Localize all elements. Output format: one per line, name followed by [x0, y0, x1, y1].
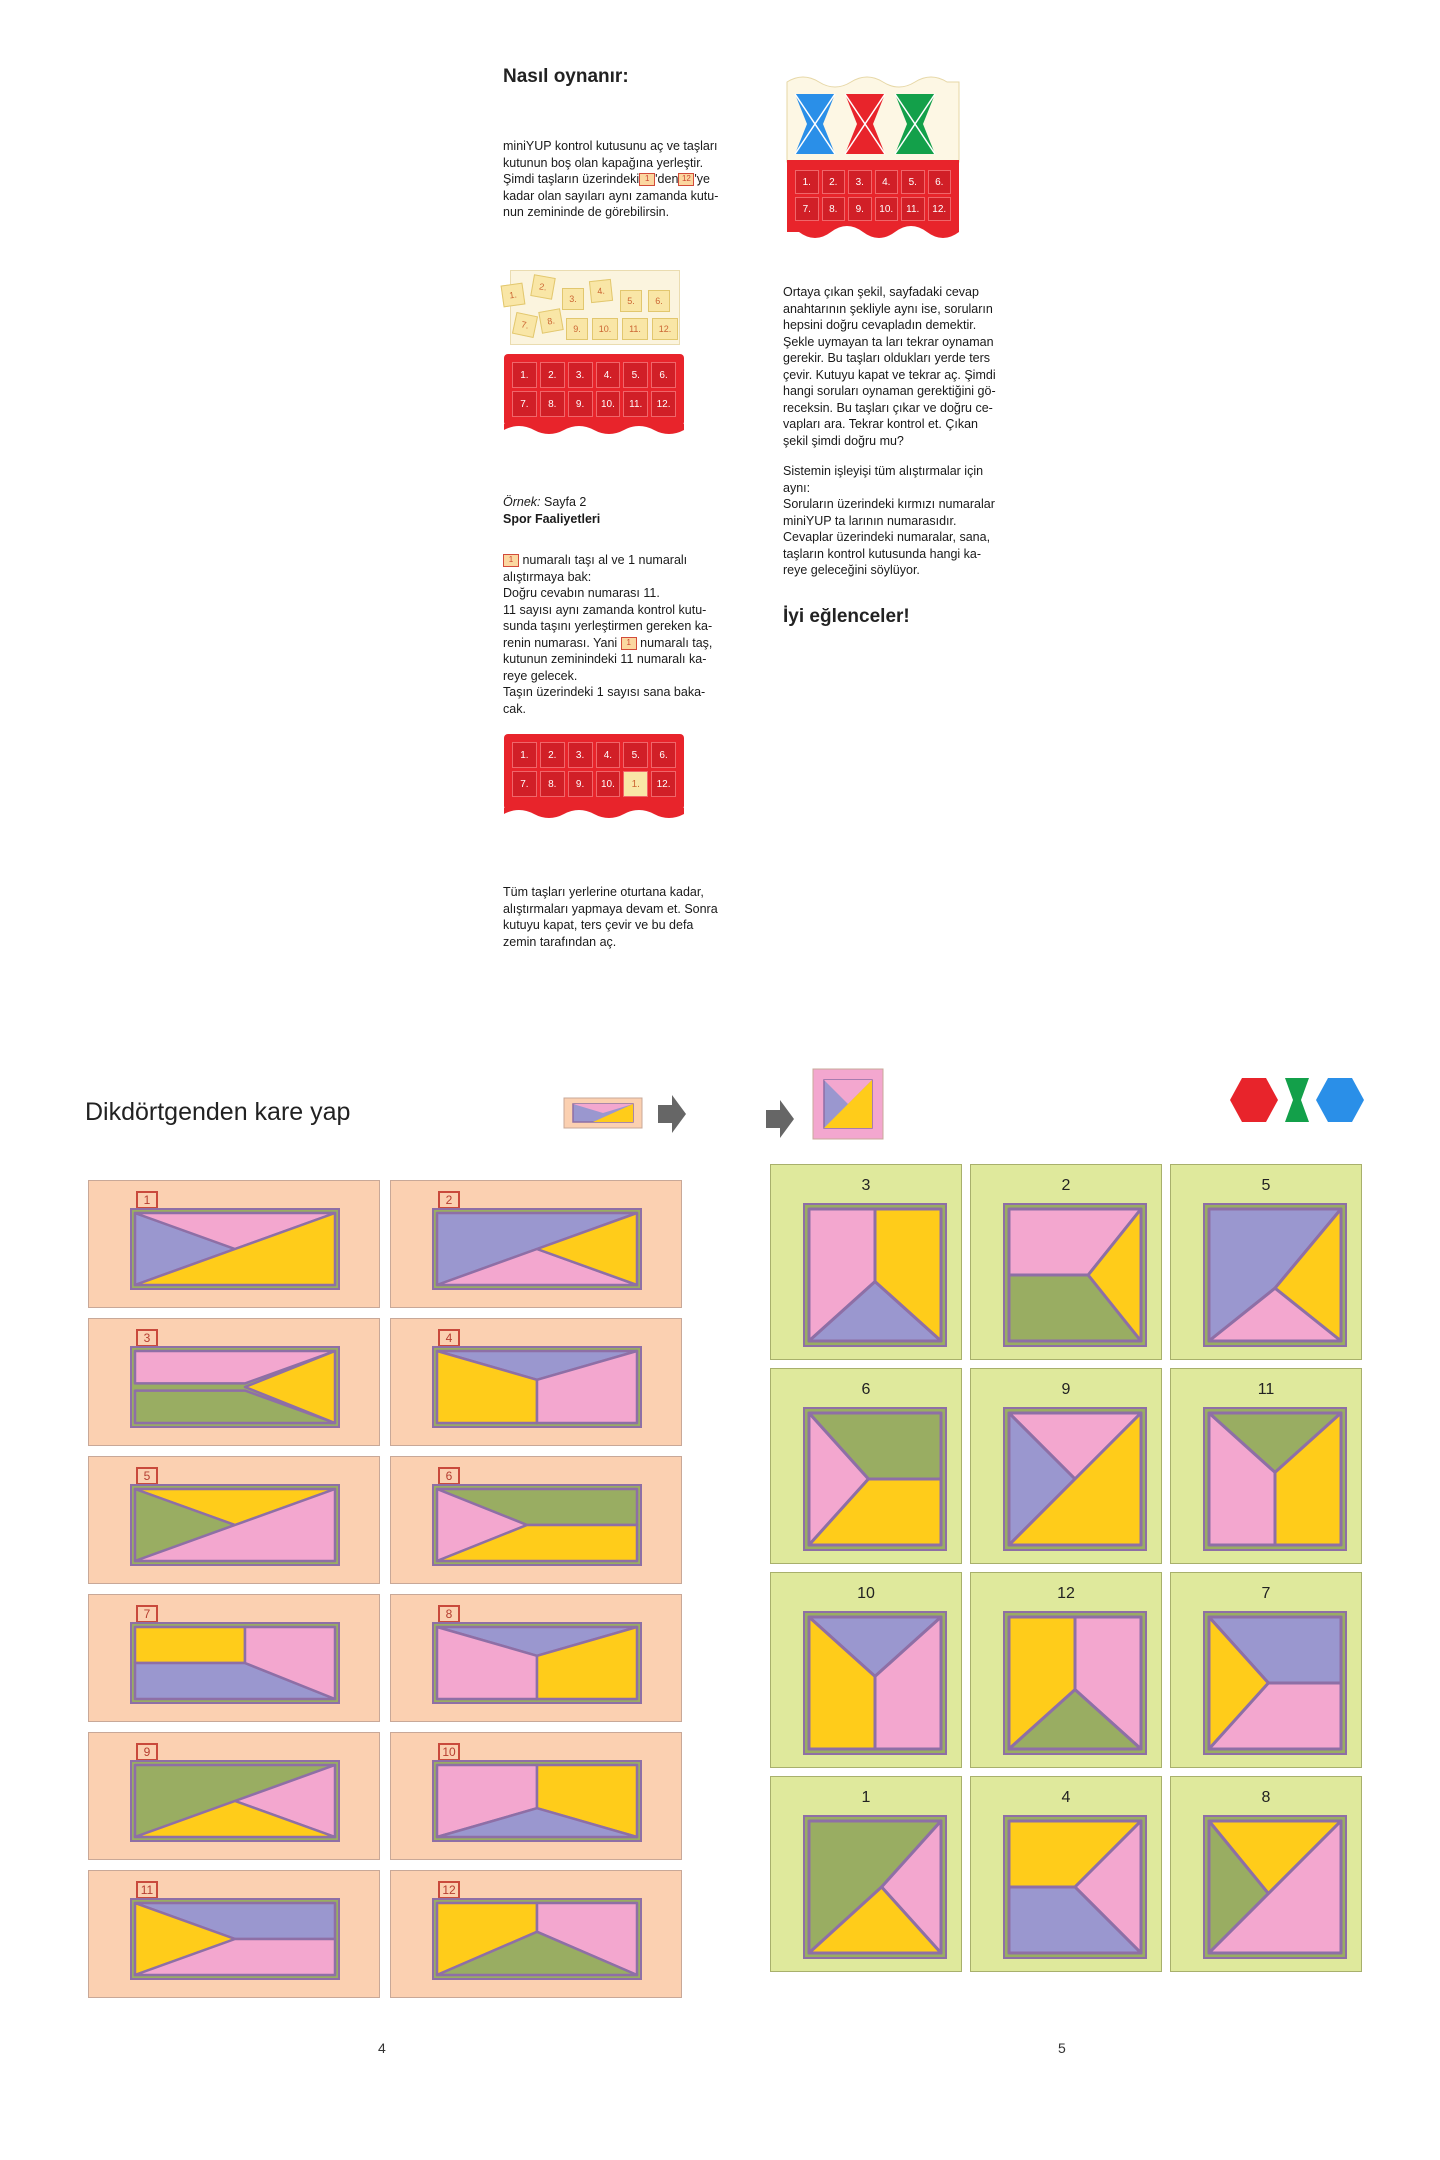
question-card-6 — [390, 1456, 682, 1584]
question-number-badge: 6 — [438, 1467, 460, 1485]
answer-card-1 — [770, 1776, 962, 1972]
answer-card-9 — [970, 1368, 1162, 1564]
question-card-12 — [390, 1870, 682, 1998]
question-number-badge: 7 — [136, 1605, 158, 1623]
closing-text: İyi eğlenceler! — [783, 606, 910, 627]
hexagon-logo-icon — [1230, 1075, 1370, 1125]
grid-cell: 6. — [651, 742, 676, 768]
grid-cell: 8. — [540, 771, 565, 797]
box-number-grid — [795, 170, 951, 221]
loose-tile: 3. — [562, 288, 584, 310]
square-puzzle-shape — [1171, 1777, 1363, 1973]
tile-number-badge: 12 — [678, 173, 694, 186]
answer-card-5 — [1170, 1164, 1362, 1360]
grid-cell: 3. — [568, 362, 593, 388]
example-heading — [503, 494, 753, 527]
rectangle-puzzle-shape — [391, 1181, 683, 1309]
answer-number: 5 — [1261, 1177, 1271, 1194]
loose-tile: 1. — [501, 283, 526, 308]
loose-tile: 9. — [566, 318, 588, 340]
question-number-badge: 12 — [438, 1881, 460, 1899]
answer-number: 6 — [861, 1381, 871, 1398]
rectangle-puzzle-shape — [89, 1733, 381, 1861]
square-puzzle-shape — [771, 1165, 963, 1361]
instructions-paragraph-3 — [503, 884, 753, 960]
rectangle-puzzle-shape — [391, 1871, 683, 1999]
grid-cell: 12. — [651, 391, 676, 417]
grid-cell: 9. — [848, 197, 872, 221]
grid-cell: 9. — [568, 391, 593, 417]
grid-cell: 1. — [795, 170, 819, 194]
rectangle-puzzle-shape — [391, 1595, 683, 1723]
answer-card-11 — [1170, 1368, 1362, 1564]
instructions-paragraph-2 — [503, 552, 753, 717]
answer-number: 1 — [861, 1789, 871, 1806]
square-puzzle-shape — [971, 1165, 1163, 1361]
loose-tile: 5. — [620, 290, 642, 312]
answer-number: 2 — [1061, 1177, 1071, 1194]
grid-cell: 7. — [795, 197, 819, 221]
question-card-1 — [88, 1180, 380, 1308]
tile-number-badge: 1 — [639, 173, 655, 186]
question-card-5 — [88, 1456, 380, 1584]
box-wave-edge — [504, 424, 684, 438]
answer-card-4 — [970, 1776, 1162, 1972]
tile-number-badge: 1 — [621, 637, 637, 650]
example-label: Örnek: — [503, 495, 541, 509]
answer-number: 9 — [1061, 1381, 1071, 1398]
square-puzzle-shape — [771, 1573, 963, 1769]
answer-number: 7 — [1261, 1585, 1271, 1602]
grid-cell: 7. — [512, 771, 537, 797]
para1-text-b: 'den — [655, 172, 679, 186]
grid-cell: 1. — [512, 362, 537, 388]
grid-cell: 2. — [540, 742, 565, 768]
square-puzzle-shape — [771, 1777, 963, 1973]
rectangle-puzzle-shape — [391, 1319, 683, 1447]
loose-tile: 4. — [589, 279, 613, 303]
example-box-illustration — [504, 734, 684, 810]
square-puzzle-shape — [1171, 1369, 1363, 1565]
answer-card-3 — [770, 1164, 962, 1360]
square-puzzle-shape — [971, 1369, 1163, 1565]
grid-cell: 5. — [623, 742, 648, 768]
grid-cell: 3. — [568, 742, 593, 768]
red-box-base — [504, 354, 684, 426]
square-puzzle-shape — [1171, 1573, 1363, 1769]
grid-cell: 7. — [512, 391, 537, 417]
hexagon-red — [1230, 1078, 1278, 1122]
question-card-2 — [390, 1180, 682, 1308]
hexagon-green — [1285, 1078, 1309, 1122]
grid-cell: 11. — [901, 197, 925, 221]
arrow-right-icon — [766, 1098, 796, 1140]
loose-tile: 12. — [652, 318, 678, 340]
answer-card-12 — [970, 1572, 1162, 1768]
para2-text-b: numaralı taş, kutunun zeminindeki 11 numaralı ka- reye gelecek. Taşın üzerindeki 1 sayısı sana baka- cak. — [503, 635, 713, 716]
page-number-right: 5 — [1058, 2040, 1066, 2056]
tile-number-badge: 1 — [503, 554, 519, 567]
question-number-badge: 2 — [438, 1191, 460, 1209]
loose-tile: 8. — [538, 308, 563, 333]
shape-piece-yellow — [135, 1627, 245, 1663]
grid-cell: 11. — [623, 391, 648, 417]
answer-number: 3 — [861, 1177, 871, 1194]
square-hint-icon — [812, 1068, 884, 1140]
box-with-shapes-illustration — [783, 72, 963, 242]
rectangle-puzzle-shape — [89, 1871, 381, 1999]
grid-cell: 8. — [822, 197, 846, 221]
rectangle-puzzle-shape — [89, 1595, 381, 1723]
question-number-badge: 11 — [136, 1881, 158, 1899]
rectangle-puzzle-shape — [391, 1733, 683, 1861]
question-number-badge: 1 — [136, 1191, 158, 1209]
question-card-3 — [88, 1318, 380, 1446]
grid-cell: 10. — [875, 197, 899, 221]
para5-text: Sistemin işleyişi tüm alıştırmalar için aynı: Soruların üzerindeki kırmızı numaralar miniYUP ta larının numarasıdır. Cevaplar üzerindeki numaralar, sana, taşların kontrol kutusunda hangi ka- reye geleceğini söylüyor. — [783, 464, 995, 577]
grid-cell: 6. — [928, 170, 952, 194]
grid-cell: 5. — [901, 170, 925, 194]
question-number-badge: 8 — [438, 1605, 460, 1623]
rectangle-puzzle-shape — [89, 1319, 381, 1447]
grid-cell: 3. — [848, 170, 872, 194]
instructions-paragraph-4 — [783, 284, 1033, 589]
answer-number: 11 — [1257, 1381, 1275, 1398]
rectangle-puzzle-shape — [89, 1181, 381, 1309]
hexagon-blue — [1316, 1078, 1364, 1122]
answer-number: 8 — [1261, 1789, 1271, 1806]
para2-text-a: numaralı taşı al ve 1 numaralı alıştırmaya bak: Doğru cevabın numarası 11. 11 sayısı aynı zamanda kontrol kutu- sunda taşını yerleştirmen gereken ka- renin numarası. Yani — [503, 553, 713, 650]
grid-cell: 10. — [596, 391, 621, 417]
loose-tile: 11. — [622, 318, 648, 340]
grid-cell: 4. — [596, 742, 621, 768]
example-number-grid — [512, 742, 676, 797]
grid-cell: 4. — [875, 170, 899, 194]
loose-tile: 6. — [648, 290, 670, 312]
question-number-badge: 4 — [438, 1329, 460, 1347]
example-topic: Spor Faaliyetleri — [503, 511, 601, 526]
para1-text-a: miniYUP kontrol kutusunu aç ve taşları kutunun boş olan kapağına yerleştir. Şimdi taşların üzerindeki — [503, 139, 718, 186]
box-number-grid — [512, 362, 676, 417]
puzzle-title: Dikdörtgenden kare yap — [85, 1098, 351, 1126]
square-puzzle-shape — [971, 1573, 1163, 1769]
question-number-badge: 9 — [136, 1743, 158, 1761]
loose-tile: 10. — [592, 318, 618, 340]
answer-card-2 — [970, 1164, 1162, 1360]
grid-cell: 10. — [596, 771, 621, 797]
grid-cell: 2. — [822, 170, 846, 194]
grid-cell: 9. — [568, 771, 593, 797]
grid-cell: 8. — [540, 391, 565, 417]
grid-cell: 5. — [623, 362, 648, 388]
question-number-badge: 5 — [136, 1467, 158, 1485]
loose-tiles-illustration — [500, 266, 690, 446]
question-card-9 — [88, 1732, 380, 1860]
answer-number: 4 — [1061, 1789, 1071, 1806]
grid-cell: 4. — [596, 362, 621, 388]
question-card-11 — [88, 1870, 380, 1998]
grid-cell: 6. — [651, 362, 676, 388]
instructions-paragraph-1 — [503, 138, 753, 221]
square-puzzle-shape — [971, 1777, 1163, 1973]
answer-card-6 — [770, 1368, 962, 1564]
square-puzzle-shape — [771, 1369, 963, 1565]
grid-cell: 1. — [512, 742, 537, 768]
grid-cell: 2. — [540, 362, 565, 388]
rectangle-puzzle-shape — [391, 1457, 683, 1585]
question-number-badge: 3 — [136, 1329, 158, 1347]
rectangle-hint-icon — [563, 1092, 643, 1132]
arrow-right-icon — [658, 1093, 688, 1135]
para3-text: Tüm taşları yerlerine oturtana kadar, alıştırmaları yapmaya devam et. Sonra kutuyu kapat, ters çevir ve bu defa zemin tarafından aç. — [503, 885, 718, 949]
question-card-10 — [390, 1732, 682, 1860]
grid-cell: 12. — [928, 197, 952, 221]
instructions-title: Nasıl oynanır: — [503, 66, 629, 87]
placed-tile: 1. — [623, 771, 648, 797]
para4-text: Ortaya çıkan şekil, sayfadaki cevap anahtarının şekliyle aynı ise, soruların hepsini doğru cevapladın demektir. Şekle uymayan ta ları tekrar oynaman gerekir. Bu taşları oldukları yerde ters çevir. Kutuyu kapat ve tekrar aç. Şimdi hangi soruları oynaman gerektiğini gö- receksin. Bu taşları çıkar ve doğru ce- vapları ara. Tekrar kontrol et. Çıkan şekil şimdi doğru mu? — [783, 285, 996, 448]
question-card-4 — [390, 1318, 682, 1446]
answer-card-10 — [770, 1572, 962, 1768]
question-number-badge: 10 — [438, 1743, 460, 1761]
answer-number: 10 — [857, 1585, 875, 1602]
box-wave-edge — [504, 808, 684, 822]
page-number-left: 4 — [378, 2040, 386, 2056]
answer-card-7 — [1170, 1572, 1362, 1768]
example-ref: Sayfa 2 — [544, 495, 587, 509]
answer-card-8 — [1170, 1776, 1362, 1972]
grid-cell: 12. — [651, 771, 676, 797]
loose-tile: 2. — [530, 274, 555, 299]
question-card-7 — [88, 1594, 380, 1722]
para1-text-c: 'ye kadar olan sayıları aynı zamanda kutu- nun zemininde de görebilirsin. — [503, 172, 719, 219]
answer-number: 12 — [1057, 1585, 1075, 1602]
square-puzzle-shape — [1171, 1165, 1363, 1361]
question-card-8 — [390, 1594, 682, 1722]
loose-tile: 7. — [512, 312, 538, 338]
rectangle-puzzle-shape — [89, 1457, 381, 1585]
